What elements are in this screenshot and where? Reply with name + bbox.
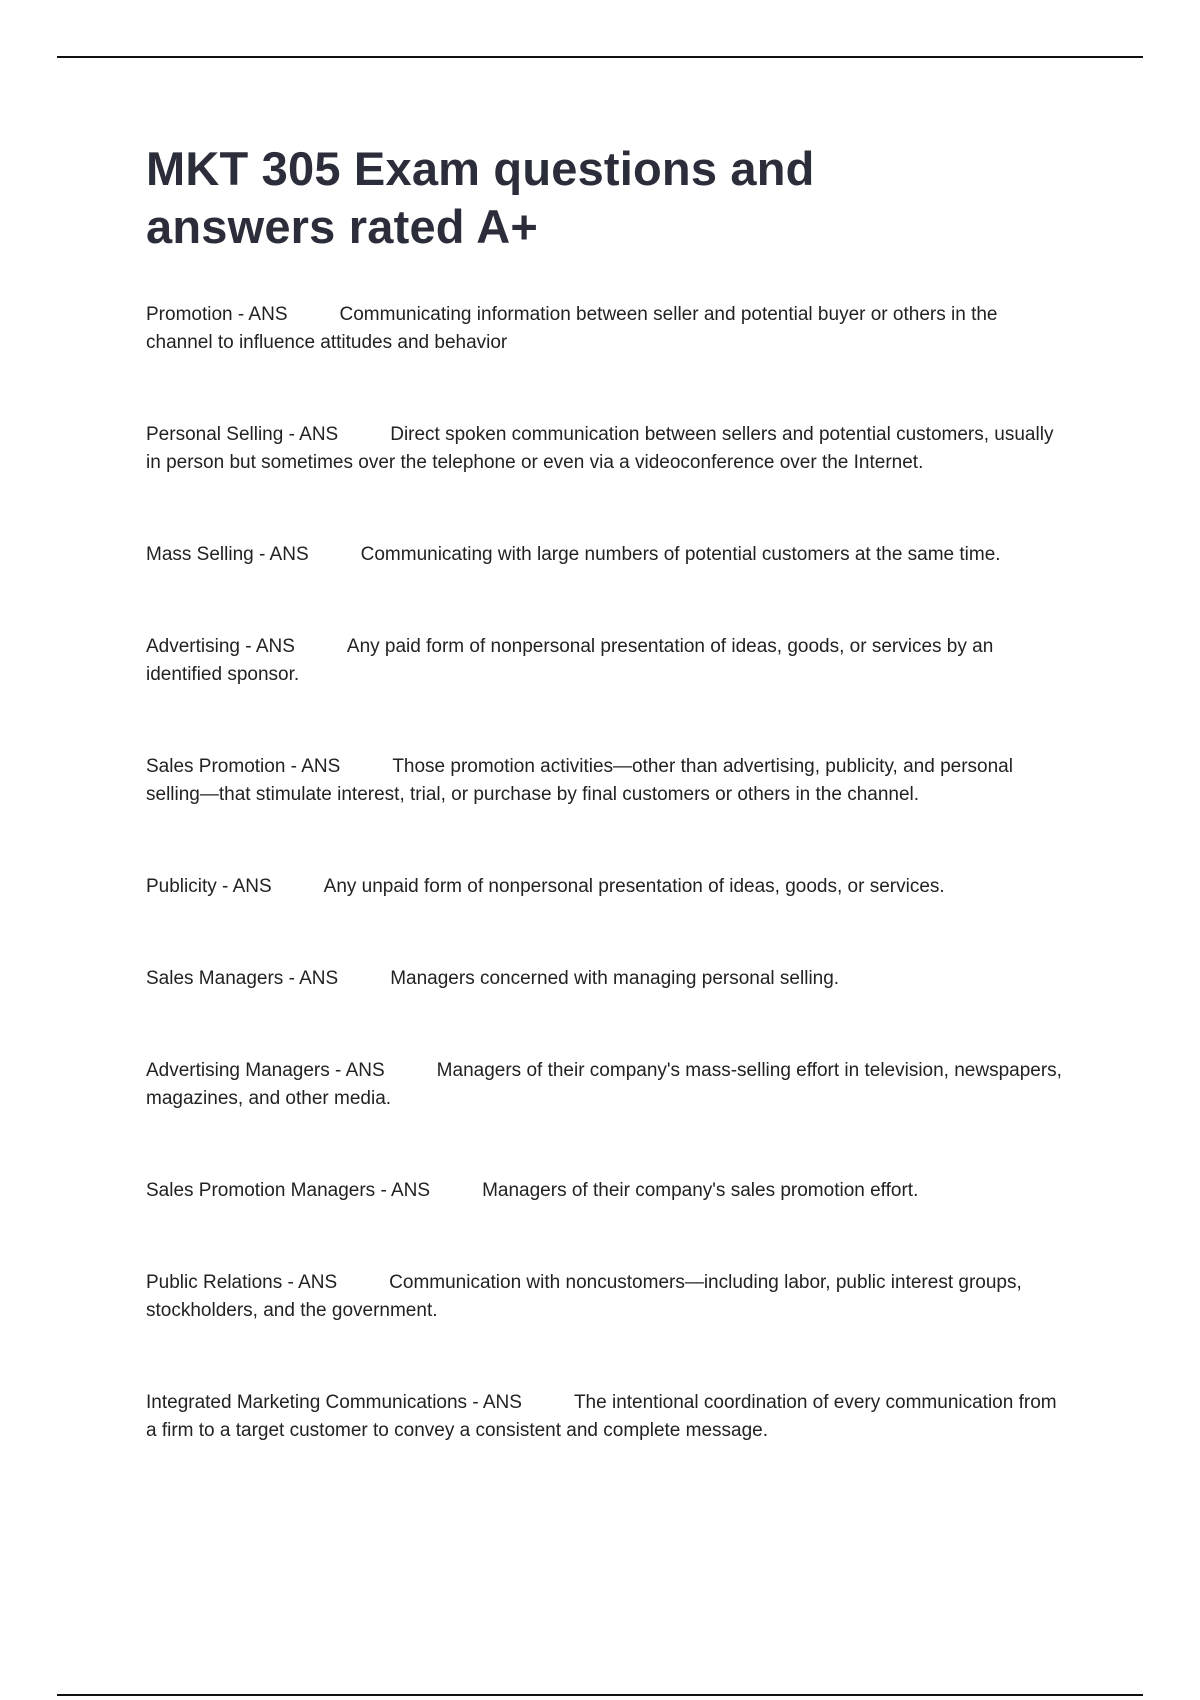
qa-term: Sales Promotion - ANS [146,756,341,777]
top-divider [57,56,1143,58]
qa-term: Sales Managers - ANS [146,968,339,989]
qa-entry-public-relations [146,1269,1066,1325]
qa-list [146,301,1066,1445]
qa-entry-mass-selling [146,541,1066,569]
qa-entry-advertising [146,633,1066,689]
qa-entry-advertising-managers [146,1057,1066,1113]
document-page [146,140,1066,1445]
bottom-divider [57,1694,1143,1696]
qa-entry-sales-promotion [146,753,1066,809]
qa-definition: Those promotion activities—other than advertising, publicity, and personal selling—that stimulate interest, trial, or purchase by final customers or others in the channel. [146,756,1013,805]
qa-entry-promotion [146,301,1066,357]
qa-definition: Any paid form of nonpersonal presentation of ideas, goods, or services by an identified sponsor. [146,636,994,685]
qa-term: Advertising Managers - ANS [146,1060,385,1081]
qa-entry-sales-managers [146,965,1066,993]
qa-term: Advertising - ANS [146,636,295,657]
qa-definition: Communicating with large numbers of potential customers at the same time. [360,544,1001,565]
qa-term: Mass Selling - ANS [146,544,309,565]
qa-definition: Managers of their company's sales promotion effort. [482,1180,919,1201]
title-line-2: answers rated A+ [146,200,539,253]
qa-entry-sales-promotion-managers [146,1177,1066,1205]
qa-term: Integrated Marketing Communications - ANS [146,1392,522,1413]
qa-entry-personal-selling [146,421,1066,477]
qa-entry-publicity [146,873,1066,901]
qa-term: Public Relations - ANS [146,1272,338,1293]
qa-term: Personal Selling - ANS [146,424,339,445]
qa-term: Sales Promotion Managers - ANS [146,1180,431,1201]
qa-definition: Communication with noncustomers—including labor, public interest groups, stockholders, and the government. [146,1272,1022,1321]
qa-definition: Communicating information between seller and potential buyer or others in the channel to influence attitudes and behavior [146,304,998,353]
qa-entry-integrated-marketing-communications [146,1389,1066,1445]
qa-definition: The intentional coordination of every communication from a firm to a target customer to convey a consistent and complete message. [146,1392,1057,1441]
qa-definition: Direct spoken communication between sellers and potential customers, usually in person but sometimes over the telephone or even via a videoconference over the Internet. [146,424,1054,473]
qa-definition: Managers of their company's mass-selling effort in television, newspapers, magazines, and other media. [146,1060,1062,1109]
qa-definition: Managers concerned with managing personal selling. [390,968,840,989]
title-line-1: MKT 305 Exam questions and [146,142,815,195]
qa-term: Promotion - ANS [146,304,288,325]
qa-term: Publicity - ANS [146,876,272,897]
document-title [146,140,1066,256]
qa-definition: Any unpaid form of nonpersonal presentation of ideas, goods, or services. [323,876,945,897]
